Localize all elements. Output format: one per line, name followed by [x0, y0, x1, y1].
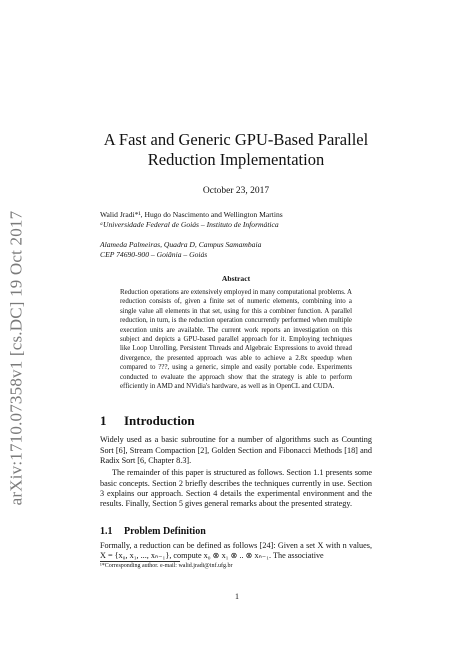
address-line-2: CEP 74690-900 – Goiânia – Goiás [100, 250, 208, 259]
arxiv-identifier-stamp [6, 208, 26, 508]
page-number: 1 [235, 592, 239, 601]
arxiv-identifier-text: arXiv:1710.07358v1 [cs.DC] 19 Oct 2017 [6, 210, 25, 506]
paper-title [100, 130, 372, 170]
author-block [100, 210, 372, 260]
paper-page [100, 130, 372, 561]
address-line-1: Alameda Palmeiras, Quadra D, Campus Samambaia [100, 240, 262, 249]
problem-definition-paragraph: Formally, a reduction can be defined as follows [24]: Given a set X with n values, X = {x₀, x₁, ..., xₙ₋₁}, compute x₀ ⊗ x₁ ⊗ .. ⊗ xₙ₋₁. The associative [100, 540, 372, 560]
abstract-heading: Abstract [221, 274, 251, 283]
subsection-number: 1.1 [100, 525, 113, 537]
title-line-2: Reduction Implementation [147, 150, 325, 169]
footnote-divider [100, 561, 180, 562]
abstract-body: Reduction operations are extensively employed in many computational problems. A reduction consists of, given a finite set of numeric elements, combining into a single value all elements in that set, using for this a combiner function. A parallel reduction, in turn, is the reduction operation concurrently performed when multiple execution units are available. The current work reports an investigation on this subject and depicts a GPU-based parallel approach for it. Employing techniques like Loop Unrolling, Persistent Threads and Algebraic Expressions to avoid thread divergence, the presented approach was able to achieve a 2.8x speedup when compared to ???, using a generic, simple and easily portable code. Experiments conducted to evaluate the approach show that the strategy is able to perform efficiently in AMD and NVidia's hardware, as well as in OpenCL and CUDA. [120, 289, 352, 391]
subsection-title: Problem Definition [124, 525, 206, 537]
author-affiliation: ᵃUniversidade Federal de Goiás – Instituto de Informática [100, 220, 279, 229]
section-title: Introduction [124, 413, 195, 429]
title-line-1: A Fast and Generic GPU-Based Parallel [103, 130, 369, 149]
section-heading-introduction [100, 413, 372, 429]
footnote: ¹*Corresponding author. e-mail: walid.jradi@inf.ufg.br [100, 563, 233, 569]
intro-paragraph-2: The remainder of this paper is structured as follows. Section 1.1 presents some basic concepts. Section 2 briefly describes the techniques currently in use. Section 3 explains our approach. Section 4 details the experimental environment and the results. Finally, Section 5 gives general remarks about the presented strategy. [100, 468, 372, 509]
section-number: 1 [100, 413, 107, 429]
subsection-heading-problem-definition [100, 526, 372, 537]
intro-paragraph-1: Widely used as a basic subroutine for a number of algorithms such as Counting Sort [6], Stream Compaction [2], Golden Section and Fibonacci Methods [18] and Radix Sort [6, Chapter 8.3]. [100, 435, 372, 466]
paper-date: October 23, 2017 [202, 186, 270, 196]
author-names: Walid Jradi*¹, Hugo do Nascimento and Wellington Martins [100, 210, 283, 219]
